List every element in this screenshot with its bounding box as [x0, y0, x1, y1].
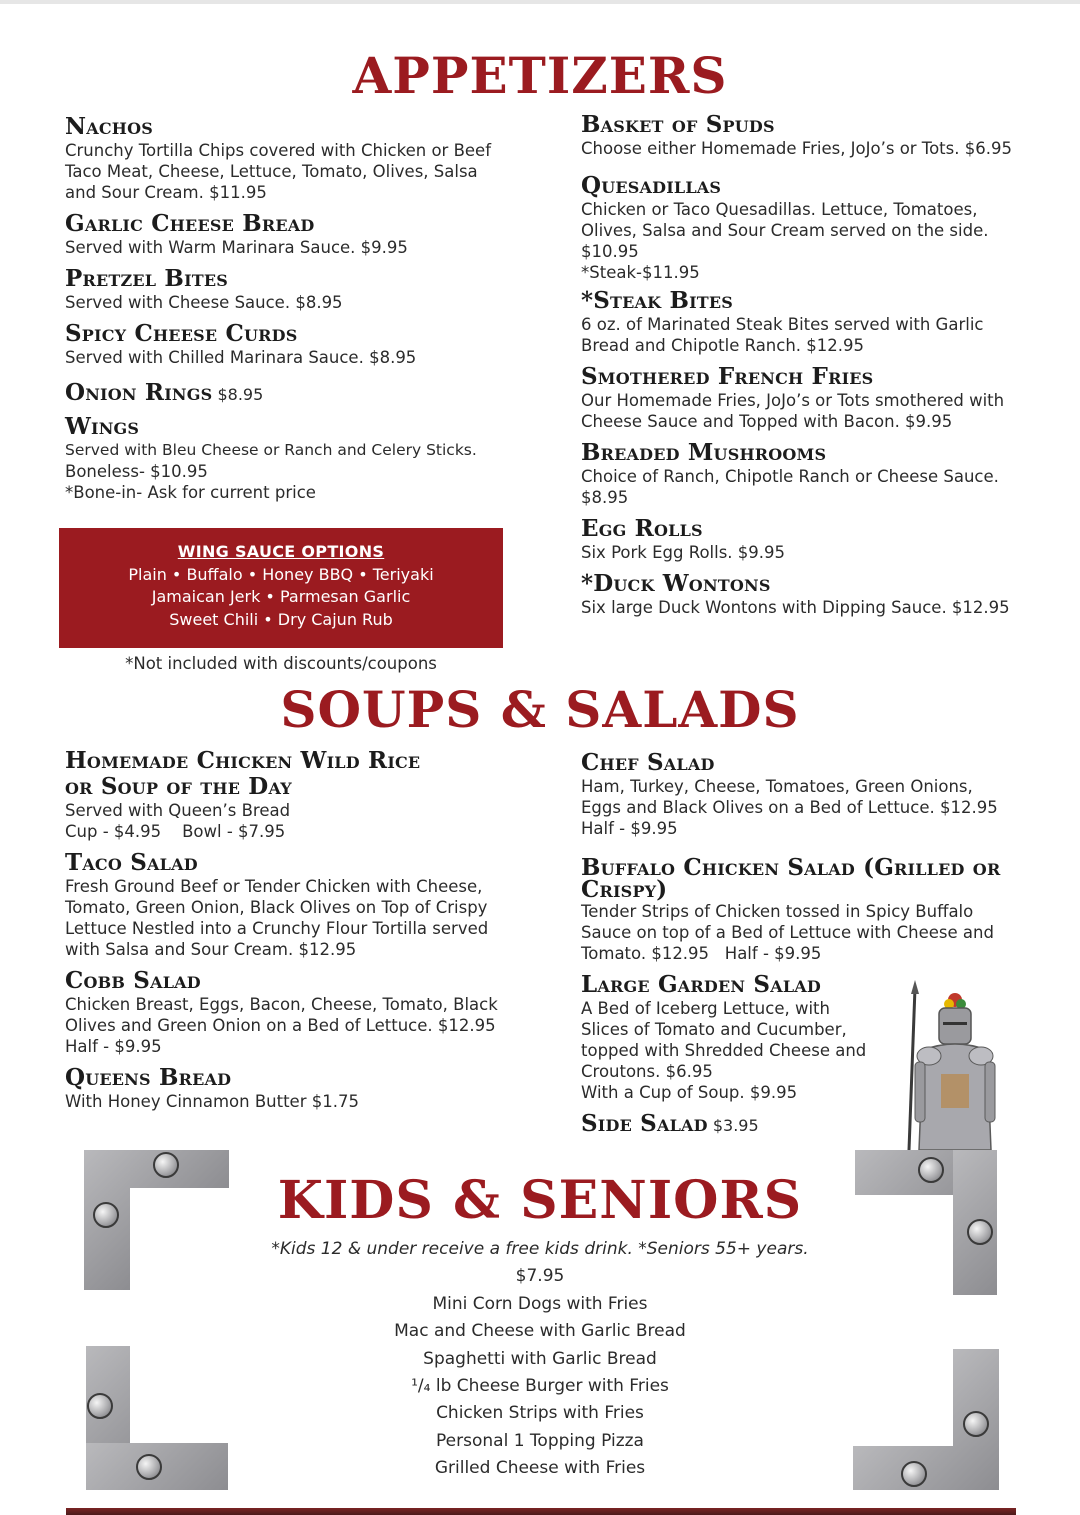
item-desc: Eggs and Black Olives on a Bed of Lettuce. $12.95 — [581, 798, 998, 817]
item-desc: Cup - $4.95 Bowl - $7.95 — [65, 822, 286, 841]
item-desc: Served with Queen’s Bread — [65, 801, 291, 820]
soups-salads-title: SOUPS & SALADS — [280, 680, 800, 739]
item-name: Buffalo Chicken Salad (Grilled or Crispy) — [581, 854, 1001, 903]
bolt-icon — [963, 1411, 989, 1437]
menu-item — [581, 750, 1021, 839]
kids-item: Spaghetti with Garlic Bread — [423, 1348, 657, 1369]
item-name: Smothered French Fries — [581, 363, 874, 390]
item-name: *Duck Wontons — [581, 570, 771, 597]
appetizers-title: APPETIZERS — [352, 46, 728, 105]
item-desc: Tender Strips of Chicken tossed in Spicy Buffalo — [581, 902, 974, 921]
item-desc: Bread and Chipotle Ranch. $12.95 — [581, 336, 865, 355]
item-name: Side Salad — [581, 1110, 708, 1137]
menu-item — [581, 173, 1051, 283]
item-desc: Served with Cheese Sauce. $8.95 — [65, 293, 343, 312]
item-desc: $10.95 — [581, 242, 639, 261]
appetizers-left-column — [65, 114, 525, 511]
item-desc: A Bed of Iceberg Lettuce, with — [581, 999, 830, 1018]
item-desc: Taco Meat, Cheese, Lettuce, Tomato, Olives, Salsa — [65, 162, 478, 181]
item-desc: Fresh Ground Beef or Tender Chicken with Cheese, — [65, 877, 483, 896]
menu-item — [581, 516, 1051, 563]
kids-note: *Kids 12 & under receive a free kids drink. *Seniors 55+ years. — [271, 1239, 809, 1259]
item-desc: Olives and Green Onion on a Bed of Lettuce. $12.95 — [65, 1016, 496, 1035]
item-desc: Half - $9.95 — [65, 1037, 162, 1056]
sauce-line: Sweet Chili • Dry Cajun Rub — [169, 609, 393, 629]
kids-item: Mac and Cheese with Garlic Bread — [394, 1321, 686, 1342]
item-desc: with Salsa and Sour Cream. $12.95 — [65, 940, 357, 959]
item-name: Breaded Mushrooms — [581, 439, 827, 466]
kids-item: Grilled Cheese with Fries — [434, 1458, 646, 1479]
item-desc: Served with Chilled Marinara Sauce. $8.95 — [65, 348, 417, 367]
bottom-border — [66, 1508, 1016, 1515]
kids-item: Chicken Strips with Fries — [436, 1403, 644, 1424]
item-desc: Cheese Sauce and Topped with Bacon. $9.95 — [581, 412, 953, 431]
item-name: Onion Rings — [65, 379, 213, 406]
menu-item — [65, 380, 525, 406]
item-price: $3.95 — [712, 1116, 759, 1135]
item-name: *Steak Bites — [581, 287, 734, 314]
kids-seniors-title: KIDS & SENIORS — [277, 1170, 803, 1231]
sauce-line: Plain • Buffalo • Honey BBQ • Teriyaki — [128, 564, 434, 584]
item-name: Spicy Cheese Curds — [65, 320, 298, 347]
kids-item: Mini Corn Dogs with Fries — [432, 1293, 648, 1314]
item-desc: Croutons. $6.95 — [581, 1062, 713, 1081]
menu-item — [581, 364, 1051, 432]
item-desc: Six large Duck Wontons with Dipping Sauce. $12.95 — [581, 598, 1010, 617]
item-desc: *Bone-in- Ask for current price — [65, 483, 316, 502]
item-name: Taco Salad — [65, 849, 198, 876]
item-desc: With Honey Cinnamon Butter $1.75 — [65, 1092, 359, 1111]
menu-item — [581, 854, 1021, 964]
item-desc: Six Pork Egg Rolls. $9.95 — [581, 543, 786, 562]
item-desc: topped with Shredded Cheese and — [581, 1041, 867, 1060]
knight-armor-icon — [893, 978, 1015, 1150]
menu-item — [581, 440, 1051, 508]
item-desc: Sauce on top of a Bed of Lettuce with Cheese and — [581, 923, 994, 942]
bolt-icon — [136, 1454, 162, 1480]
item-name: Egg Rolls — [581, 515, 703, 542]
wing-sauce-box — [59, 528, 503, 648]
item-desc: Boneless- $10.95 — [65, 462, 208, 481]
item-desc: Slices of Tomato and Cucumber, — [581, 1020, 847, 1039]
item-desc: Tomato, Green Onion, Black Olives on Top of Crispy — [65, 898, 488, 917]
item-name: Large Garden Salad — [581, 971, 821, 998]
item-desc: *Steak-$11.95 — [581, 263, 700, 282]
item-desc: Served with Warm Marinara Sauce. $9.95 — [65, 238, 408, 257]
item-desc: Chicken Breast, Eggs, Bacon, Cheese, Tomato, Black — [65, 995, 498, 1014]
soups-left-column — [65, 748, 525, 1120]
sauce-line: Jamaican Jerk • Parmesan Garlic — [151, 587, 411, 606]
item-name: Chef Salad — [581, 749, 715, 776]
top-border — [0, 0, 1080, 4]
menu-item — [581, 288, 1051, 356]
item-name: Cobb Salad — [65, 967, 201, 994]
item-desc: Tomato. $12.95 Half - $9.95 — [581, 944, 822, 963]
item-desc: Half - $9.95 — [581, 819, 678, 838]
item-desc: and Sour Cream. $11.95 — [65, 183, 267, 202]
menu-item — [65, 321, 525, 368]
menu-item — [65, 850, 525, 960]
kids-price: $7.95 — [515, 1266, 565, 1287]
item-name: Garlic Cheese Bread — [65, 210, 315, 237]
menu-item — [65, 414, 525, 503]
menu-item — [65, 748, 525, 842]
item-name: Homemade Chicken Wild Rice or Soup of the Day — [65, 747, 421, 800]
item-name: Pretzel Bites — [65, 265, 229, 292]
menu-item — [65, 114, 525, 203]
item-desc: Served with Bleu Cheese or Ranch and Celery Sticks. — [65, 441, 477, 459]
bolt-icon — [901, 1461, 927, 1487]
appetizers-right-column — [581, 112, 1051, 626]
item-name: Wings — [65, 413, 140, 440]
item-desc: With a Cup of Soup. $9.95 — [581, 1083, 798, 1102]
sauce-title: WING SAUCE OPTIONS — [177, 542, 385, 561]
item-desc: 6 oz. of Marinated Steak Bites served with Garlic — [581, 315, 984, 334]
item-desc: Choice of Ranch, Chipotle Ranch or Cheese Sauce. — [581, 467, 999, 486]
item-price: $8.95 — [217, 385, 264, 404]
bolt-icon — [87, 1393, 113, 1419]
item-desc: Choose either Homemade Fries, JoJo’s or Tots. $6.95 — [581, 139, 1012, 158]
item-desc: Ham, Turkey, Cheese, Tomatoes, Green Onions, — [581, 777, 973, 796]
item-name: Queens Bread — [65, 1064, 232, 1091]
item-desc: Lettuce Nestled into a Crunchy Flour Tortilla served — [65, 919, 489, 938]
item-desc: Our Homemade Fries, JoJo’s or Tots smothered with — [581, 391, 1005, 410]
item-desc: Olives, Salsa and Sour Cream served on the side. — [581, 221, 989, 240]
kids-item: ¹/₄ lb Cheese Burger with Fries — [411, 1376, 669, 1397]
discount-note: *Not included with discounts/coupons — [125, 654, 437, 673]
item-desc: Crunchy Tortilla Chips covered with Chicken or Beef — [65, 141, 492, 160]
menu-item — [65, 211, 525, 258]
item-desc: $8.95 — [581, 488, 629, 507]
item-desc: Chicken or Taco Quesadillas. Lettuce, Tomatoes, — [581, 200, 978, 219]
menu-item — [65, 968, 525, 1057]
item-name: Quesadillas — [581, 172, 722, 199]
menu-item — [581, 112, 1051, 159]
menu-item — [65, 1065, 525, 1112]
kids-seniors-list — [230, 1236, 850, 1483]
kids-item: Personal 1 Topping Pizza — [436, 1430, 644, 1451]
item-name: Nachos — [65, 113, 153, 140]
menu-item — [65, 266, 525, 313]
item-name: Basket of Spuds — [581, 111, 775, 138]
menu-item — [581, 571, 1051, 618]
